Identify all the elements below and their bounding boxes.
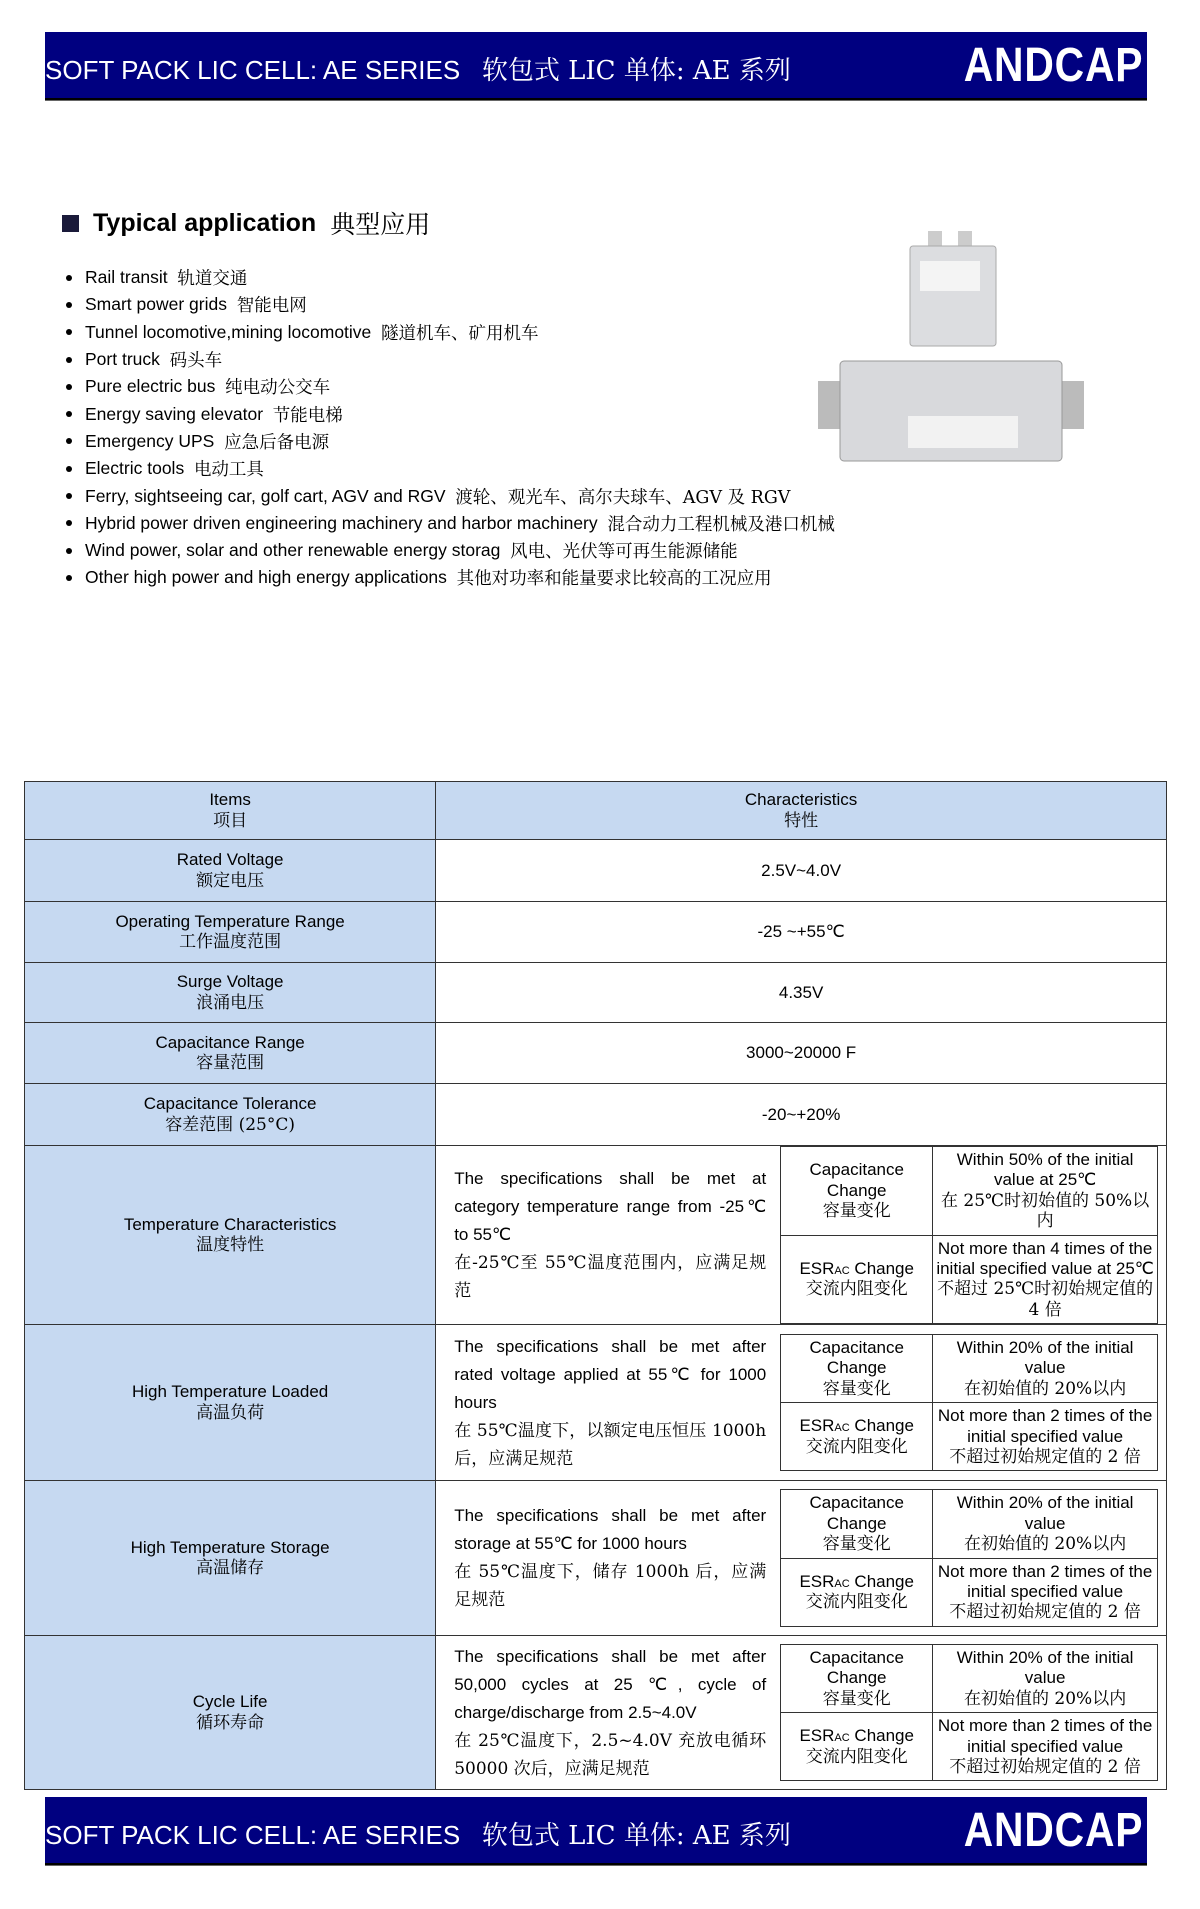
table-row	[25, 1146, 1167, 1325]
item-label: Rated Voltage 额定电压	[25, 840, 436, 902]
esr-change-label: ESRAC Change 交流内阻变化	[781, 1235, 933, 1324]
list-item: Rail transit 轨道交通	[66, 264, 835, 291]
esr-change-value: Not more than 4 times of the initial specified value at 25℃ 不超过 25℃时初始规定值的 4 倍	[933, 1235, 1158, 1324]
condition-text: The specifications shall be met after 50,000 cycles at 25 ℃, cycle of charge/discharge from 2.5~4.0V 在 25℃温度下，2.5~4.0V 充放电循环 50000 次后，应满足规范	[454, 1646, 767, 1779]
andcap-logo: ANDCAP	[963, 39, 1143, 92]
spec-table	[24, 781, 1167, 1790]
table-header-row	[25, 782, 1167, 840]
list-item: Pure electric bus 纯电动公交车	[66, 373, 835, 400]
cap-change-label: Capacitance Change 容量变化	[781, 1334, 933, 1402]
esr-change-label: ESRAC Change 交流内阻变化	[781, 1558, 933, 1626]
list-item: Hybrid power driven engineering machinery and harbor machinery 混合动力工程机械及港口机械	[66, 510, 835, 537]
item-detail	[436, 1481, 1167, 1636]
item-label: Cycle Life 循环寿命	[25, 1636, 436, 1790]
cap-change-label: Capacitance Change 容量变化	[781, 1490, 933, 1558]
cap-change-value: Within 20% of the initial value 在初始值的 20%以内	[933, 1644, 1158, 1712]
list-item: Electric tools 电动工具	[66, 455, 835, 482]
andcap-logo: ANDCAP	[963, 1804, 1143, 1857]
item-label: High Temperature Storage 高温储存	[25, 1481, 436, 1636]
square-bullet-icon	[62, 215, 79, 232]
condition-text: The specifications shall be met after rated voltage applied at 55℃ for 1000 hours 在 55℃温度下，以额定电压恒压 1000h 后，应满足规范	[454, 1336, 767, 1469]
item-detail	[436, 1636, 1167, 1790]
table-row	[25, 1481, 1167, 1636]
characteristics-header: Characteristics 特性	[436, 782, 1167, 840]
item-label: Operating Temperature Range 工作温度范围	[25, 902, 436, 963]
header-title: SOFT PACK LIC CELL: AE SERIES 软包式 LIC 单体: AE 系列	[45, 55, 791, 86]
item-label: Temperature Characteristics 温度特性	[25, 1146, 436, 1325]
cap-change-value: Within 20% of the initial value 在初始值的 20%以内	[933, 1490, 1158, 1558]
footer-title: SOFT PACK LIC CELL: AE SERIES 软包式 LIC 单体: AE 系列	[45, 1820, 791, 1851]
table-row	[25, 1084, 1167, 1146]
cap-change-label: Capacitance Change 容量变化	[781, 1644, 933, 1712]
list-item: Port truck 码头车	[66, 346, 835, 373]
item-label: Capacitance Range 容量范围	[25, 1023, 436, 1084]
section-heading: Typical application 典型应用	[62, 205, 430, 241]
cap-change-label: Capacitance Change 容量变化	[781, 1147, 933, 1236]
header-rule	[45, 98, 1147, 101]
esr-change-label: ESRAC Change 交流内阻变化	[781, 1403, 933, 1471]
item-label: Capacitance Tolerance 容差范围 (25°C)	[25, 1084, 436, 1146]
item-value: 4.35V	[436, 963, 1167, 1023]
esr-change-value: Not more than 2 times of the initial specified value 不超过初始规定值的 2 倍	[933, 1558, 1158, 1626]
table-row	[25, 1636, 1167, 1790]
item-label: Surge Voltage 浪涌电压	[25, 963, 436, 1023]
item-value: 3000~20000 F	[436, 1023, 1167, 1084]
footer-banner	[45, 1797, 1147, 1863]
list-item: Ferry, sightseeing car, golf cart, AGV and RGV 渡轮、观光车、高尔夫球车、AGV 及 RGV	[66, 482, 835, 509]
esr-change-value: Not more than 2 times of the initial specified value 不超过初始规定值的 2 倍	[933, 1403, 1158, 1471]
list-item: Smart power grids 智能电网	[66, 291, 835, 318]
esr-change-label: ESRAC Change 交流内阻变化	[781, 1713, 933, 1781]
condition-text: The specifications shall be met after storage at 55℃ for 1000 hours 在 55℃温度下，储存 1000h 后，应满足规范	[454, 1506, 767, 1611]
list-item: Tunnel locomotive,mining locomotive 隧道机车、矿用机车	[66, 319, 835, 346]
items-header: Items 项目	[25, 782, 436, 840]
item-value: -25 ~+55℃	[436, 902, 1167, 963]
criteria-table	[780, 1644, 1158, 1781]
list-item: Wind power, solar and other renewable energy storag 风电、光伏等可再生能源储能	[66, 537, 835, 564]
cap-change-value: Within 50% of the initial value at 25℃ 在 25℃时初始值的 50%以内	[933, 1147, 1158, 1236]
application-list	[66, 264, 835, 592]
table-row	[25, 1023, 1167, 1084]
footer-rule	[45, 1863, 1147, 1866]
cap-change-value: Within 20% of the initial value 在初始值的 20%以内	[933, 1334, 1158, 1402]
item-label: High Temperature Loaded 高温负荷	[25, 1325, 436, 1481]
item-value: 2.5V~4.0V	[436, 840, 1167, 902]
item-detail	[436, 1325, 1167, 1481]
criteria-table	[780, 1146, 1158, 1324]
table-row	[25, 902, 1167, 963]
list-item: Energy saving elevator 节能电梯	[66, 400, 835, 427]
table-row	[25, 840, 1167, 902]
item-value: -20~+20%	[436, 1084, 1167, 1146]
product-photo	[818, 231, 1084, 463]
header-banner	[45, 32, 1147, 98]
condition-text: The specifications shall be met at category temperature range from -25℃ to 55℃ 在-25℃至 55℃温度范围内，应满足规范	[454, 1169, 767, 1302]
table-row	[25, 963, 1167, 1023]
criteria-table	[780, 1334, 1158, 1471]
criteria-table	[780, 1489, 1158, 1626]
list-item: Emergency UPS 应急后备电源	[66, 428, 835, 455]
esr-change-value: Not more than 2 times of the initial specified value 不超过初始规定值的 2 倍	[933, 1713, 1158, 1781]
table-row	[25, 1325, 1167, 1481]
item-detail	[436, 1146, 1167, 1325]
list-item: Other high power and high energy applications 其他对功率和能量要求比较高的工况应用	[66, 564, 835, 591]
